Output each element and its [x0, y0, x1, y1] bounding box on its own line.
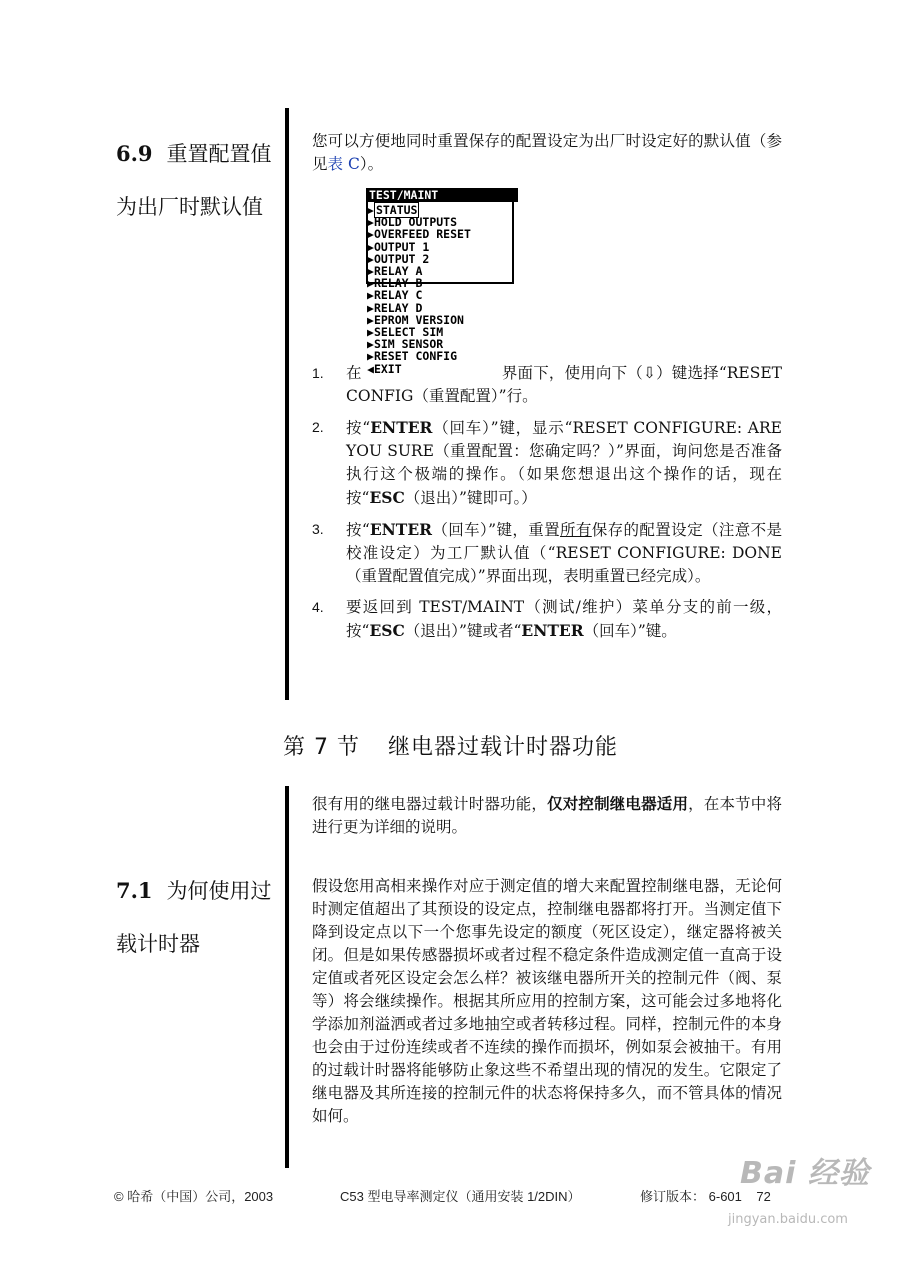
heading-line-2: 载计时器 [116, 932, 200, 956]
right-arrow-icon: ▶ [367, 312, 374, 327]
lcd-screen-figure [366, 188, 518, 376]
right-arrow-icon: ▶ [367, 251, 374, 266]
footer-copyright: © 哈希（中国）公司，2003 [114, 1189, 274, 1204]
vertical-rule [285, 786, 289, 1168]
right-arrow-icon: ▶ [367, 264, 374, 279]
screen-menu-label: OUTPUT 1 [373, 239, 430, 254]
baidu-watermark [728, 1148, 890, 1238]
screen-menu-label: EXIT [373, 361, 402, 376]
heading-line-1: 为何使用过 [166, 879, 272, 903]
table-c-link[interactable]: 表 C [327, 155, 360, 173]
step-item: 1. 在 界面下，使用向下（⇩）键选择“RESET CONFIG（重置配置）”行。 [312, 364, 782, 405]
section-7-1-heading [116, 864, 276, 971]
right-arrow-icon: ▶ [367, 227, 374, 242]
screen-menu-label: SIM SENSOR [373, 337, 444, 352]
heading-line-1: 重置配置值 [166, 142, 272, 166]
step-item: 4. 要返回到 TEST/MAINT（测试/维护）菜单分支的前一级，按“ESC（退出）”键或者“ENTER（回车）”键。 [312, 598, 782, 640]
section-number: 6.9 [116, 141, 153, 166]
screen-menu-label: RELAY C [373, 288, 423, 303]
screen-menu-label: EPROM VERSION [373, 312, 464, 327]
section-6-9-intro: 您可以方便地同时重置保存的配置设定为出厂时设定好的默认值（参见表 C）。 [312, 132, 782, 173]
right-arrow-icon: ▶ [367, 288, 374, 303]
screen-menu-label: OVERFEED RESET [373, 227, 471, 242]
section-6-9-heading [116, 127, 276, 234]
screen-menu-label: RELAY A [373, 264, 423, 279]
right-arrow-icon: ▶ [367, 276, 374, 291]
section-7-intro: 很有用的继电器过载计时器功能，仅对控制继电器适用，在本节中将进行更为详细的说明。 [312, 794, 782, 836]
footer-product: C53 型电导率测定仪（通用安装 1/2DIN） [340, 1189, 581, 1204]
vertical-rule [285, 108, 289, 700]
screen-menu-list [367, 204, 471, 375]
right-arrow-icon: ▶ [367, 215, 374, 230]
steps-list [312, 362, 782, 651]
screen-menu-label: OUTPUT 2 [373, 251, 430, 266]
step-item: 3. 按“ENTER（回车）”键，重置所有保存的配置设定（注意不是校准设定）为工厂默认值（“RESET CONFIGURE: DONE（重置配置值完成）”界面出现，表明重置已经完成）。 [312, 520, 782, 585]
screen-menu-label: RELAY B [373, 276, 423, 291]
screen-menu-label: STATUS [375, 203, 418, 217]
heading-line-2: 为出厂时默认值 [116, 195, 263, 219]
right-arrow-icon: ▶ [367, 239, 374, 254]
right-arrow-icon: ▶ [367, 300, 374, 315]
watermark-url: jingyan.baidu.com [728, 1212, 848, 1227]
right-arrow-icon: ▶ [367, 325, 374, 340]
footer-revision: 修订版本： 6-601 72 [640, 1189, 771, 1204]
section-7-1-body: 假设您用高相来操作对应于测定值的增大来配置控制继电器，无论何时测定值超出了其预设的设定点，控制继电器都将打开。当测定值下降到设定点以下一个您事先设定的额度（死区设定），继定器将被关闭。但是如果传感器损坏或者过程不稳定条件造成测定值一直高于设定值或者死区设定会怎么样？被该继电器所开关的控制元件（阀、泵等）将会继续操作。根据其所应用的控制方案，这可能会过多地将化学添加剂溢洒或者过多地抽空或者转移过程。同样，控制元件的本身也会由于过份连续或者不连续的操作而损坏，例如泵会被抽干。有用的过载计时器将能够防止象这些不希望出现的情况的发生。它限定了继电器及其所连接的控制元件的状态将保持多久，而不管具体的情况如何。 [312, 877, 782, 1125]
right-arrow-icon: ▶ [367, 349, 374, 364]
section-7-title: 第 7 节 继电器过载计时器功能 [283, 735, 618, 760]
right-arrow-icon: ▶ [367, 203, 374, 217]
step-item: 2. 按“ENTER（回车）”键，显示“RESET CONFIGURE: ARE YOU SURE（重置配置：您确定吗？）”界面，询问您是否准备执行这个极端的操作。（如果您想退出这个操作的话，现在按“ESC（退出）”键即可。） [312, 418, 782, 507]
screen-menu-label: RESET CONFIG [373, 349, 458, 364]
screen-title: TEST/MAINT [366, 188, 518, 202]
right-arrow-icon: ▶ [367, 337, 374, 352]
watermark-brand: Bai 经验 [740, 1156, 870, 1191]
left-arrow-icon: ◀ [367, 361, 374, 376]
screen-menu-label: RELAY D [373, 300, 423, 315]
section-number: 7.1 [116, 878, 153, 903]
screen-menu-label: HOLD OUTPUTS [373, 215, 458, 230]
screen-menu-label: SELECT SIM [373, 325, 444, 340]
